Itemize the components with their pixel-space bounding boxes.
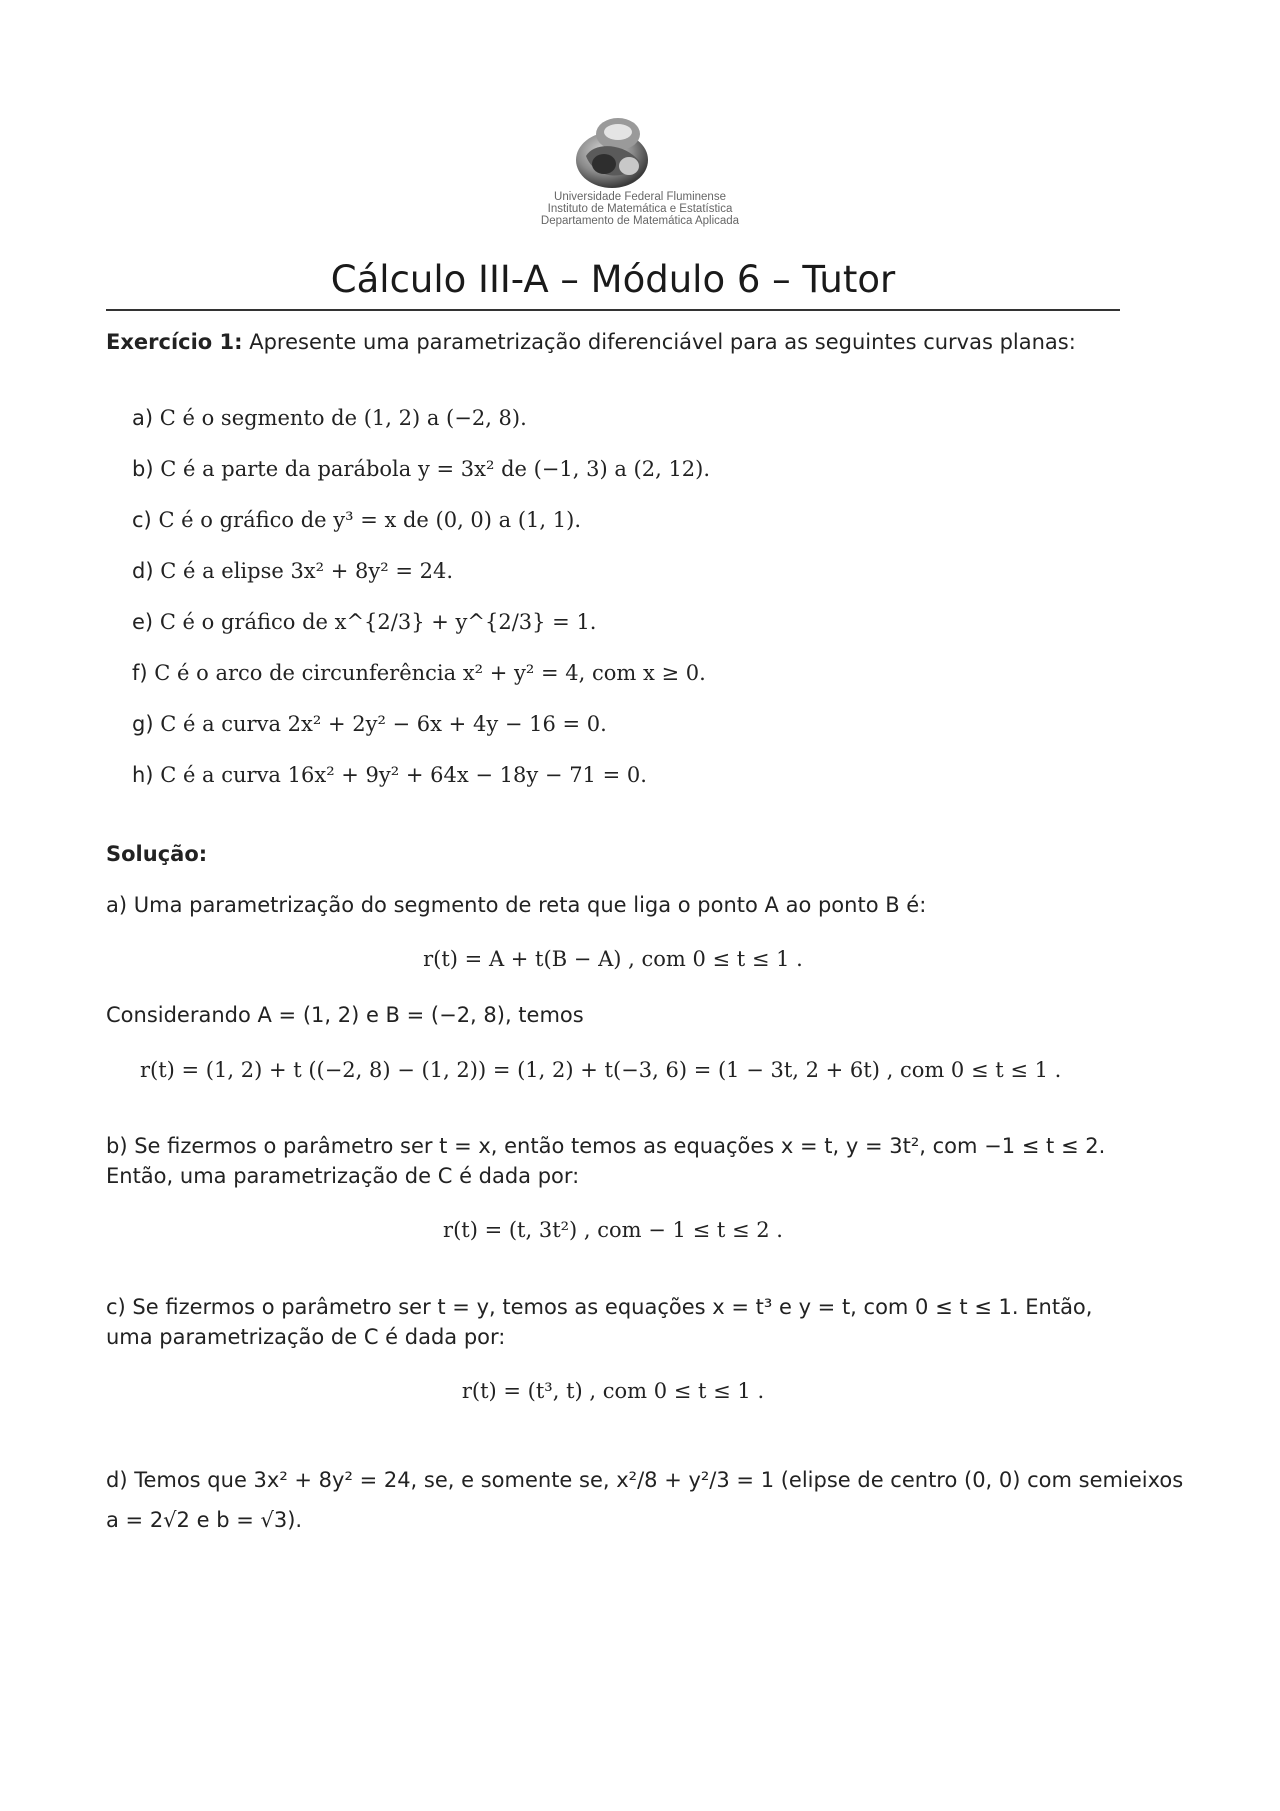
solution-a-intro: a) Uma parametrização do segmento de reta que liga o ponto A ao ponto B é: xyxy=(106,893,927,917)
solution-a-consider: Considerando A = (1, 2) e B = (−2, 8), temos xyxy=(106,1003,584,1027)
solution-b-formula: r(t) = (t, 3t²) , com − 1 ≤ t ≤ 2 . xyxy=(443,1218,783,1242)
exercise-item-b: b) C é a parte da parábola y = 3x² de (−1, 3) a (2, 12). xyxy=(132,457,711,481)
exercise-text: Apresente uma parametrização diferenciável para as seguintes curvas planas: xyxy=(249,330,1076,354)
solution-d-line2: a = 2√2 e b = √3). xyxy=(106,1508,303,1532)
title-rule xyxy=(106,309,1120,311)
solution-c-line2: uma parametrização de C é dada por: xyxy=(106,1325,506,1349)
solution-c-line1: c) Se fizermos o parâmetro ser t = y, temos as equações x = t³ e y = t, com 0 ≤ t ≤ 1. Então, xyxy=(106,1295,1093,1319)
institution-line-1: Universidade Federal Fluminense xyxy=(554,191,726,203)
solution-d-line1: d) Temos que 3x² + 8y² = 24, se, e somente se, x²/8 + y²/3 = 1 (elipse de centro (0, 0) com semieixos xyxy=(106,1468,1184,1492)
exercise-statement xyxy=(106,330,1076,354)
page-title: Cálculo III-A – Módulo 6 – Tutor xyxy=(330,258,896,301)
exercise-item-c: c) C é o gráfico de y³ = x de (0, 0) a (1, 1). xyxy=(132,508,581,532)
institution-line-2: Instituto de Matemática e Estatística xyxy=(547,203,733,215)
exercise-label: Exercício 1: xyxy=(106,330,243,354)
exercise-item-e: e) C é o gráfico de x^{2/3} + y^{2/3} = 1. xyxy=(132,610,597,634)
solution-a-formula: r(t) = A + t(B − A) , com 0 ≤ t ≤ 1 . xyxy=(423,947,803,971)
exercise-item-g: g) C é a curva 2x² + 2y² − 6x + 4y − 16 = 0. xyxy=(132,712,607,736)
solution-a-result: r(t) = (1, 2) + t ((−2, 8) − (1, 2)) = (1, 2) + t(−3, 6) = (1 − 3t, 2 + 6t) , com 0 ≤ t ≤ 1 . xyxy=(140,1058,1062,1082)
exercise-item-h: h) C é a curva 16x² + 9y² + 64x − 18y − 71 = 0. xyxy=(132,763,647,787)
solution-b-line1: b) Se fizermos o parâmetro ser t = x, então temos as equações x = t, y = 3t², com −1 ≤ t ≤ 2. xyxy=(106,1134,1106,1158)
solution-b-line2: Então, uma parametrização de C é dada por: xyxy=(106,1164,580,1188)
exercise-item-d: d) C é a elipse 3x² + 8y² = 24. xyxy=(132,559,453,583)
exercise-item-a: a) C é o segmento de (1, 2) a (−2, 8). xyxy=(132,406,527,430)
solution-label: Solução: xyxy=(106,842,208,866)
exercise-item-f: f) C é o arco de circunferência x² + y² = 4, com x ≥ 0. xyxy=(132,661,706,685)
solution-c-formula: r(t) = (t³, t) , com 0 ≤ t ≤ 1 . xyxy=(461,1379,765,1403)
uff-logo-icon xyxy=(574,112,654,194)
institution-line-3: Departamento de Matemática Aplicada xyxy=(540,215,740,227)
